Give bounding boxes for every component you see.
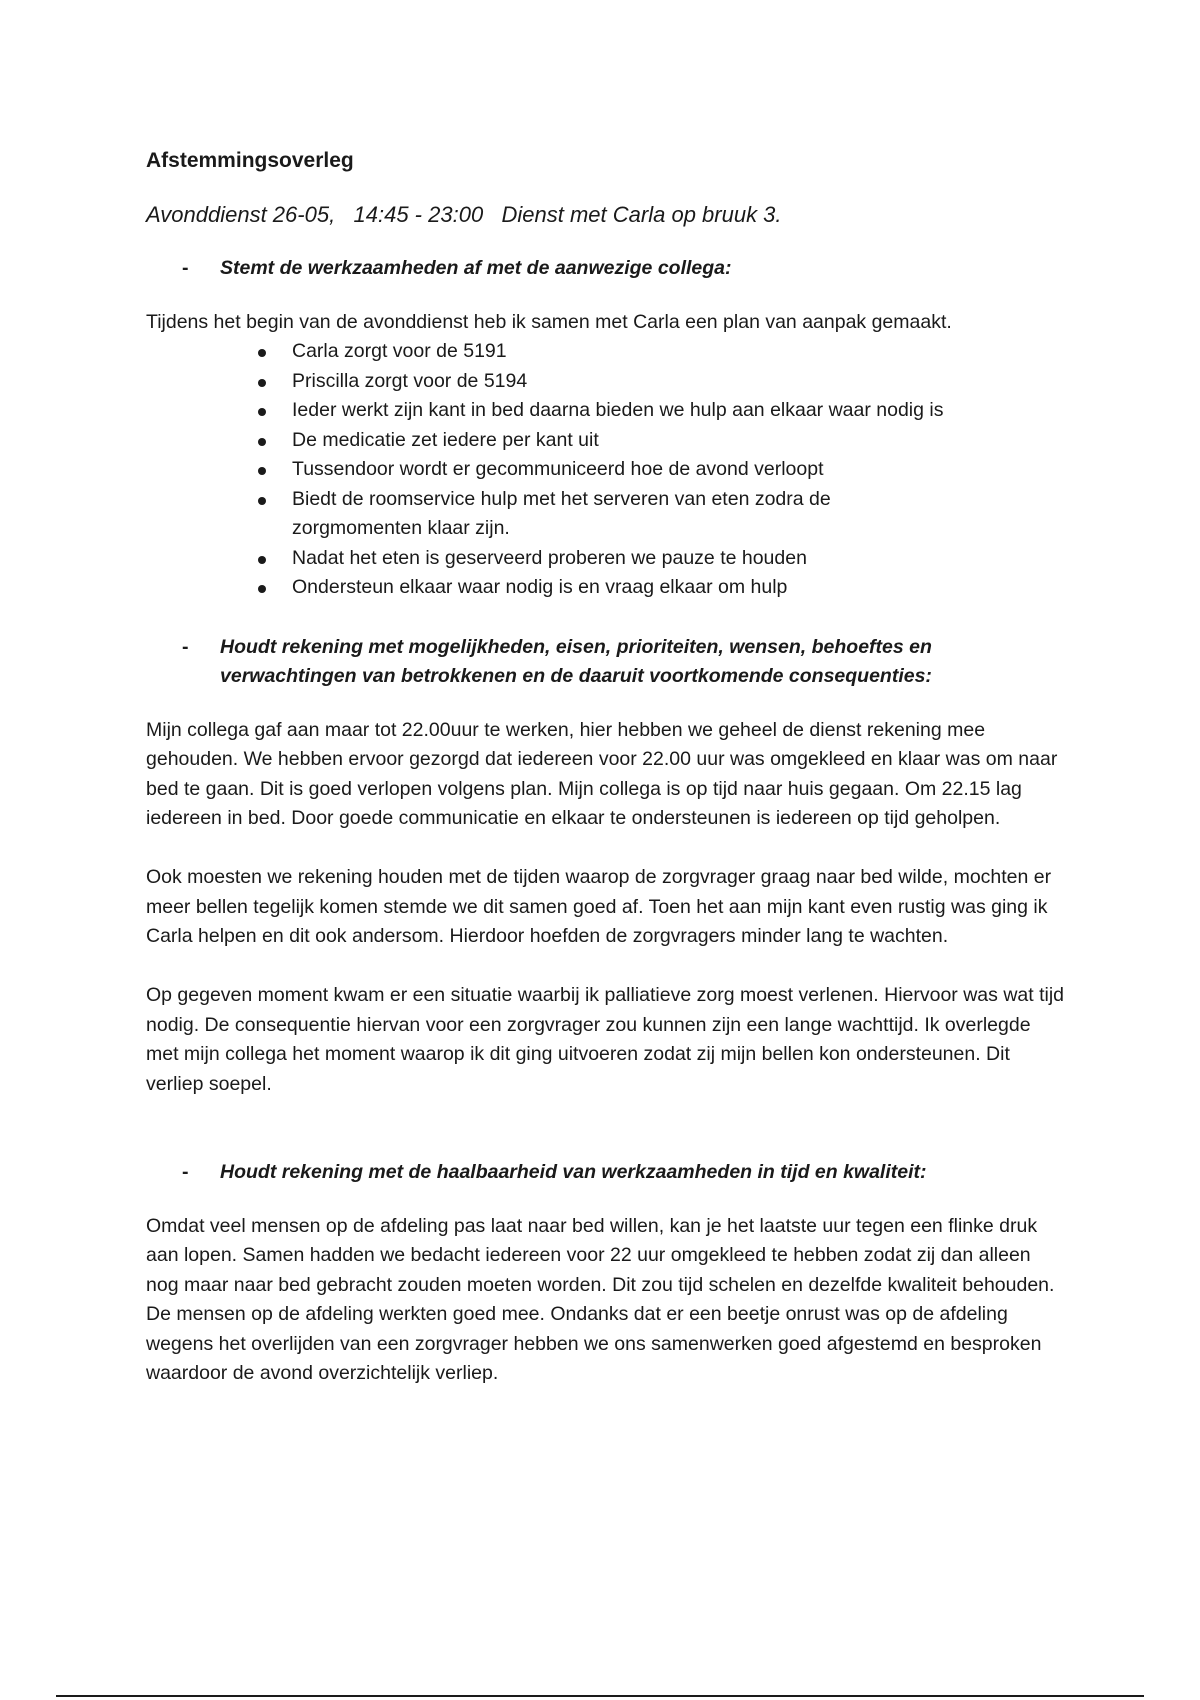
shift-subtitle: Avonddienst 26-05, 14:45 - 23:00 Dienst met Carla op bruuk 3.: [146, 202, 782, 227]
list-item: Ieder werkt zijn kant in bed daarna bieden we hulp aan elkaar waar nodig is: [256, 396, 1066, 426]
dash-marker: -: [182, 257, 189, 279]
list-item: Tussendoor wordt er gecommuniceerd hoe de avond verloopt: [256, 455, 1066, 485]
paragraph: Op gegeven moment kwam er een situatie waarbij ik palliatieve zorg moest verlenen. Hiervoor was wat tijd nodig. De consequentie hiervan voor een zorgvrager zou kunnen zijn een lange wachttijd. Ik overlegde met mijn collega het moment waarop ik dit ging uitvoeren zodat zij mijn bellen kon ondersteunen. Dit verliep soepel.: [146, 984, 1065, 1095]
section-intro: Tijdens het begin van de avonddienst heb ik samen met Carla een plan van aanpak gemaakt.: [146, 310, 952, 333]
section-heading-afstemmen: [146, 254, 1066, 284]
dash-marker: -: [182, 635, 189, 658]
list-item: Carla zorgt voor de 5191: [256, 337, 1066, 367]
list-item: De medicatie zet iedere per kant uit: [256, 426, 1066, 456]
list-item: Biedt de roomservice hulp met het serveren van eten zodra de zorgmomenten klaar zijn.: [256, 485, 1066, 544]
section-heading-haalbaarheid: [146, 1158, 1066, 1188]
section-heading-text: Stemt de werkzaamheden af met de aanwezige collega:: [220, 257, 732, 279]
plan-bullet-list: [146, 337, 1066, 603]
document-title: Afstemmingsoverleg: [146, 149, 354, 172]
paragraph: Ook moesten we rekening houden met de tijden waarop de zorgvrager graag naar bed wilde, mochten er meer bellen tegelijk komen stemde we dit samen goed af. Toen het aan mijn kant even rustig was ging ik Carla helpen en dit ook andersom. Hierdoor hoefden de zorgvragers minder lang te wachten.: [146, 866, 1052, 947]
paragraph: Mijn collega gaf aan maar tot 22.00uur te werken, hier hebben we geheel de dienst rekening mee gehouden. We hebben ervoor gezorgd dat iedereen voor 22.00 uur was omgekleed en klaar was om naar bed te gaan. Dit is goed verlopen volgens plan. Mijn collega is op tijd naar huis gegaan. Om 22.15 lag iedereen in bed. Door goede communicatie en elkaar te ondersteunen is iedereen op tijd geholpen.: [146, 718, 1058, 829]
list-item: Ondersteun elkaar waar nodig is en vraag elkaar om hulp: [256, 573, 1066, 603]
list-item: Priscilla zorgt voor de 5194: [256, 367, 1066, 397]
spacer: [146, 1129, 1066, 1159]
section-heading-text: Houdt rekening met de haalbaarheid van werkzaamheden in tijd en kwaliteit:: [220, 1161, 927, 1183]
list-item: Nadat het eten is geserveerd proberen we pauze te houden: [256, 544, 1066, 574]
section-heading-rekening: [146, 633, 1066, 692]
dash-marker: -: [182, 1161, 189, 1183]
section-heading-text: Houdt rekening met mogelijkheden, eisen, prioriteiten, wensen, behoeftes en verwachtingen van betrokkenen en de daaruit voortkomende consequenties:: [220, 635, 932, 687]
page-bottom-rule: [56, 1695, 1144, 1697]
paragraph: Omdat veel mensen op de afdeling pas laat naar bed willen, kan je het laatste uur tegen een flinke druk aan lopen. Samen hadden we bedacht iedereen voor 22 uur omgekleed te hebben zodat zij dan alleen nog maar naar bed gebracht zouden moeten worden. Dit zou tijd schelen en dezelfde kwaliteit behouden. De mensen op de afdeling werkten goed mee. Ondanks dat er een beetje onrust was op de afdeling wegens het overlijden van een zorgvrager hebben we ons samenwerken goed afgestemd en besproken waardoor de avond overzichtelijk verliep.: [146, 1214, 1055, 1384]
document-body: [146, 146, 1066, 1418]
